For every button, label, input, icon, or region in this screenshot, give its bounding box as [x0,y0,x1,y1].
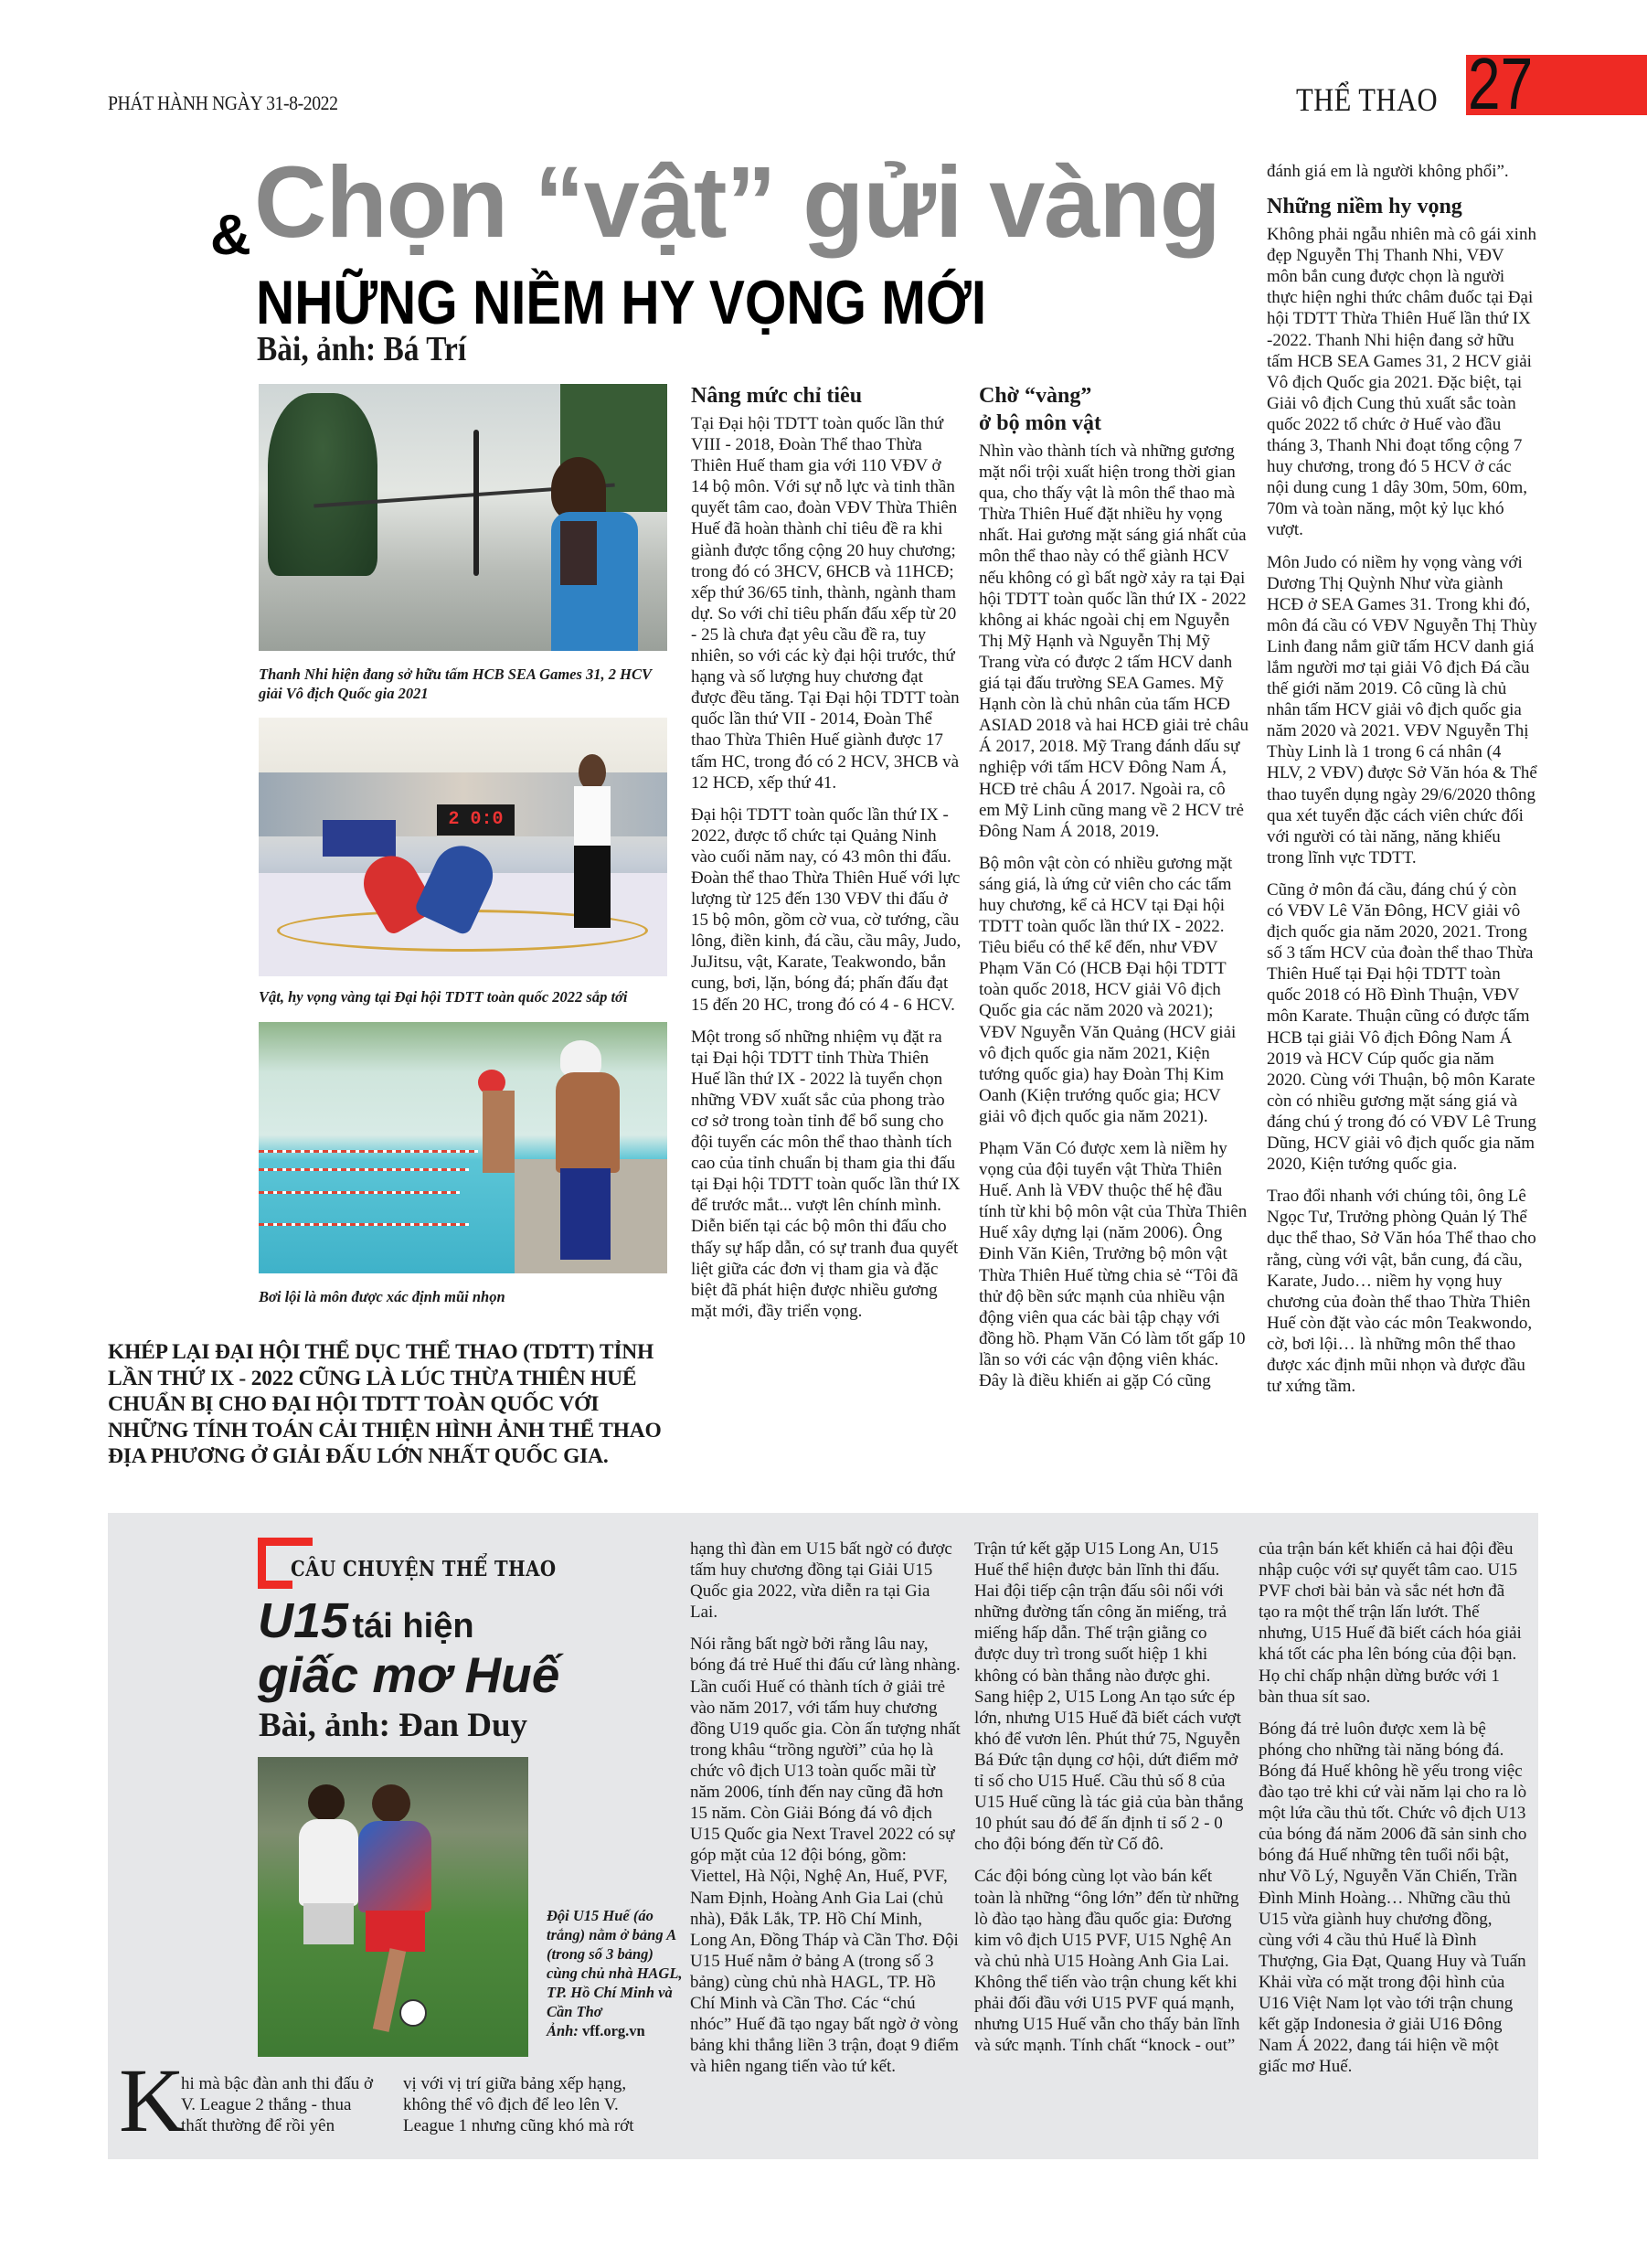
page-number: 27 [1468,43,1534,124]
paragraph: Một trong số những nhiệm vụ đặt ra tại Đại hội TDTT tỉnh Thừa Thiên Huế lần thứ IX - 2022 là tuyển chọn những VĐV xuất sắc của phong trào cơ sở trong toàn tỉnh để bổ sung cho đội tuyển các môn thể thao thành tích cao của tỉnh chuẩn bị tham gia thi đấu tại Đại hội TDTT toàn quốc lần thứ IX để trước mắt... vượt lên chính mình. Diễn biến tại các bộ môn thi đấu cho thấy sự hấp dẫn, có sự tranh đua quyết liệt giữa các đơn vị tham gia và đặc biệt đã phát hiện được nhiều gương mặt mới, đầy triển vọng. [691,1027,961,1321]
article-column-3 [1267,161,1537,1408]
paragraph: Phạm Văn Có được xem là niềm hy vọng của đội tuyển vật Thừa Thiên Huế. Anh là VĐV thuộc thế hệ đầu tính từ khi bộ môn vật của Thừa Thiên Huế xây dựng lại (năm 2006). Ông Đinh Văn Kiên, Trưởng bộ môn vật Thừa Thiên Huế từng chia sẻ “Tôi đã thử độ bền sức mạnh của nhiều vận động viên qua các bài tập chạy với đồng hồ. Phạm Văn Có làm tốt gấp 10 lần so với các vận động viên khác. Đây là điều khiến ai gặp Có cũng [979,1139,1248,1391]
story-title-line2: giấc mơ Huế [258,1646,560,1703]
paragraph: Trao đổi nhanh với chúng tôi, ông Lê Ngọc Tư, Trưởng phòng Quản lý Thể dục thể thao, Sở Văn hóa Thể thao cho rằng, cùng với vật, bắn cung, đá cầu, Karate, Judo… niềm hy vọng huy chương của đoàn thể thao Thừa Thiên Huế còn đặt vào các môn Teakwondo, cờ, bơi lội… là những môn thể thao được xác định mũi nhọn và được đầu tư xứng tầm. [1267,1187,1536,1397]
story-byline: Bài, ảnh: Đan Duy [259,1707,528,1744]
archery-photo [259,384,667,651]
section-heading: Những niềm hy vọng [1267,195,1462,219]
section-marker-icon [258,1538,292,1589]
article-column-1 [691,382,962,1333]
paragraph: Bộ môn vật còn có nhiều gương mặt sáng giá, là ứng cử viên cho các tấm huy chương, kể cả HCV tại Đại hội TDTT toàn quốc lần thứ IX - 2022. Tiêu biểu có thể kể đến, như VĐV Phạm Văn Có (HCB Đại hội TDTT toàn quốc 2018, HCV giải Vô địch Quốc gia các năm 2020 và 2021); VĐV Nguyễn Văn Quảng (HCV giải vô địch quốc gia năm 2021, Kiện tướng quốc gia) hay Đoàn Thị Kim Oanh (Kiện trướng quốc gia; HCV giải vô địch quốc gia năm 2021). [979,853,1237,1126]
paragraph: Không phải ngẫu nhiên mà cô gái xinh đẹp Nguyễn Thị Thanh Nhi, VĐV môn bắn cung được chọn là người thực hiện nghi thức châm đuốc tại Đại hội TDTT Thừa Thiên Huế lần thứ IX -2022. Thanh Nhi hiện đang sở hữu tấm HCB SEA Games 31, 2 HCV giải Vô địch Quốc gia 2021. Đặc biệt, tại Giải vô địch Cung thủ xuất sắc toàn quốc 2022 tổ chức ở Huế vào đầu tháng 3, Thanh Nhi đoạt tổng cộng 7 huy chương, trong đó 5 HCV ở các nội dung cung 1 dây 30m, 50m, 60m, 70m và toàn năng, một kỷ lục khó vượt. [1267,225,1536,540]
heading-line: ở bộ môn vật [979,411,1101,435]
paragraph: Các đội bóng cùng lọt vào bán kết toàn là những “ông lớn” đến từ những lò đào tạo hàng đầu quốc gia: Đương kim vô địch U15 PVF, U15 Nghệ An và chủ nhà U15 Hoàng Anh Gia Lai. Không thể tiến vào trận chung kết khi phải đối đầu với U15 PVF quá mạnh, nhưng U15 Huế vẫn cho thấy bản lĩnh và sức mạnh. Tính chất “knock - out” [974,1867,1240,2056]
paragraph: Cũng ở môn đá cầu, đáng chú ý còn có VĐV Lê Văn Đông, HCV giải vô địch quốc gia năm 2020, 2021. Trong số 3 tấm HCV của đoàn thể thao Thừa Thiên Huế tại Đại hội TDTT toàn quốc 2018 có Hồ Đình Thuận, VĐV môn Karate. Thuận cũng có được tấm HCB tại giải Vô địch Đông Nam Á 2019 và HCV Cúp quốc gia năm 2020. Cùng với Thuận, bộ môn Karate còn có nhiều gương mặt sáng giá và đáng chú ý trong đó có VĐV Lê Trung Dũng, HCV giải vô địch quốc gia năm 2020, Kiện tướng quốc gia. [1267,879,1536,1175]
paragraph: Tại Đại hội TDTT toàn quốc lần thứ VIII - 2018, Đoàn Thể thao Thừa Thiên Huế tham gia với 110 VĐV ở 14 bộ môn. Với sự nỗ lực và tinh thần quyết tâm cao, đoàn VĐV Thừa Thiên Huế đã hoàn thành chỉ tiêu đề ra khi giành được tổng cộng 20 huy chương; trong đó có 3HCV, 6HCB và 11HCĐ; xếp thứ 36/65 tỉnh, thành, ngành tham dự. So với chỉ tiêu phấn đấu xếp từ 20 - 25 là chưa đạt yêu cầu đề ra, tuy nhiên, so với các kỳ đại hội trước, thứ hạng và số lượng huy chương đạt được đều tăng. Tại Đại hội TDTT toàn quốc lần thứ VII - 2014, Đoàn Thể thao Thừa Thiên Huế giành được 17 tấm HC, trong đó có 2 HCV, 3HCB và 12 HCĐ, xếp thứ 41. [691,414,960,793]
paragraph: Trận tứ kết gặp U15 Long An, U15 Huế thể hiện được bản lĩnh thi đấu. Hai đội tiếp cận trận đấu sôi nổi với những đường tấn công ăn miếng, trả miếng hấp dẫn. Thế trận giằng co được duy trì trong suốt hiệp 1 khi không có bàn thắng nào được ghi. Sang hiệp 2, U15 Long An tạo sức ép lớn, nhưng U15 Huế đã biết cách vượt khó để vươn lên. Phút thứ 75, Nguyễn Bá Đức tận dụng cơ hội, dứt điểm mở tỉ số cho U15 Huế. Cầu thủ số 8 của U15 Huế cũng là tác giả của bàn thắng 10 phút sau đó để ấn định tỉ số 2 - 0 cho đội bóng đến từ Cố đô. [974,1539,1244,1855]
swimming-photo [259,1022,667,1273]
article-byline: Bài, ảnh: Bá Trí [257,330,467,368]
paragraph: Nói rằng bất ngờ bởi rằng lâu nay, bóng đá trẻ Huế thi đấu cứ làng nhàng. Lần cuối Huế có thành tích ở giải trẻ vào năm 2017, với tấm huy chương đồng U19 quốc gia. Còn ấn tượng nhất trong khâu “trồng người” của họ là chức vô địch U13 toàn quốc mãi từ năm 2006, tính đến nay cũng đã hơn 15 năm. Còn Giải Bóng đá vô địch U15 Quốc gia Next Travel 2022 có sự góp mặt của 12 đội bóng, gồm: Viettel, Hà Nội, Nghệ An, Huế, PVF, Nam Định, Hoàng Anh Gia Lai (chủ nhà), Đắk Lắk, TP. Hồ Chí Minh, Long An, Đồng Tháp và Cần Thơ. Đội U15 Huế nằm ở bảng A (trong số 3 bảng) cùng chủ nhà HAGL, TP. Hồ Chí Minh và Cần Thơ. Các “chú nhóc” Huế đã tạo ngay bất ngờ ở vòng bảng khi thắng liền 3 trận, đoạt 9 điểm và hiên ngang tiến vào tứ kết. [690,1634,961,2077]
issue-date: PHÁT HÀNH NGÀY 31-8-2022 [108,91,338,114]
photo-credit-label: Ảnh: [547,2022,579,2039]
paragraph: Bóng đá trẻ luôn được xem là bệ phóng cho những tài năng bóng đá. Bóng đá Huế không hề yếu trong việc đào tạo trẻ khi cứ vài năm lại cho ra lò một lứa cầu thủ tốt. Chức vô địch U13 của bóng đá năm 2006 đã sản sinh cho bóng đá Huế những tên tuổi nổi bật, như Võ Lý, Nguyễn Văn Chiến, Trần Đình Minh Hoàng… Những cầu thủ U15 vừa giành huy chương đồng, cùng với 4 cầu thủ Huế là Đình Thượng, Gia Đạt, Quang Huy và Tuấn Khải vừa có mặt trong đội hình của U16 Việt Nam lọt vào tới trận chung kết gặp Indonesia ở giải U16 Đông Nam Á 2022, đang tái hiện về một giấc mơ Huế. [1259,1719,1527,2077]
article-column-2 [979,382,1249,1402]
archery-caption: Thanh Nhi hiện đang sở hữu tấm HCB SEA Games 31, 2 HCV giải Vô địch Quốc gia 2021 [259,665,652,702]
drop-cap: K [119,2050,186,2151]
paragraph: Đại hội TDTT toàn quốc lần thứ IX - 2022, được tổ chức tại Quảng Ninh vào cuối năm nay, có 43 môn thi đấu. Đoàn thể thao Thừa Thiên Huế với lực lượng từ 125 đến 130 VĐV thi đấu ở 15 bộ môn, gồm cờ vua, cờ tướng, cầu lông, điền kinh, đá cầu, cầu mây, Judo, JuJitsu, vật, Karate, Teakwondo, bắn cung, bơi, lặn, bóng đá; phấn đấu đạt 15 đến 20 HC, trong đó có 4 - 6 HCV. [691,804,962,1015]
story-title-line1 [258,1592,474,1649]
title-rest: tái hiện [352,1607,474,1645]
wrestling-photo: 2 0:0 [259,718,667,976]
article-subtitle: NHỮNG NIỀM HY VỌNG MỚI [256,268,987,337]
article-title: Chọn “vật” gửi vàng [254,146,1220,259]
football-photo [258,1757,528,2057]
heading-line: Chờ “vàng” [979,384,1092,408]
wrestling-caption: Vật, hy vọng vàng tại Đại hội TDTT toàn quốc 2022 sắp tới [259,988,628,1006]
swimming-caption: Bơi lội là môn được xác định mũi nhọn [259,1288,505,1305]
paragraph: đánh giá em là người không phổi”. [1267,162,1509,181]
story-intro: hi mà bậc đàn anh thi đấu ở V. League 2 thắng - thua thất thường để rồi yên [181,2074,374,2135]
title-u15: U15 [258,1593,349,1648]
paragraph: Môn Judo có niềm hy vọng vàng với Dương Thị Quỳnh Như vừa giành HCĐ ở SEA Games 31. Trong khi đó, môn đá cầu có VĐV Nguyễn Thị Thùy Linh đang nắm giữ tấm HCV danh giá lắm người mơ tại giải Vô địch Đá cầu thế giới năm 2019. Cô cũng là chủ nhân tấm HCV giải vô địch quốc gia năm 2020 và 2021. VĐV Nguyễn Thị Thùy Linh là 1 trong 6 cá nhân (4 HLV, 2 VĐV) được Sở Văn hóa & Thể thao tuyển dụng ngày 29/6/2020 thông qua xét tuyển đặc cách viên chức đối với người có tài năng, năng khiếu trong lĩnh vực TDTT. [1267,552,1537,868]
football-caption [547,1906,685,2040]
title-ampersand: & [210,204,251,267]
caption-text: Đội U15 Huế (áo trắng) nằm ở bảng A (trong số 3 bảng) cùng chủ nhà HAGL, TP. Hồ Chí Minh và Cần Thơ [547,1907,683,2020]
paragraph: hạng thì đàn em U15 bất ngờ có được tấm huy chương đồng tại Giải U15 Quốc gia 2022, vừa diễn ra tại Gia Lai. [690,1539,952,1623]
story-column-a [690,1539,961,2088]
photo-credit: vff.org.vn [581,2022,645,2039]
story-intro-continued: vị với vị trí giữa bảng xếp hạng, không thể vô địch để leo lên V. League 1 nhưng cũng khó mà rớt [403,2074,634,2135]
paragraph: Nhìn vào thành tích và những gương mặt nổi trội xuất hiện trong thời gian qua, cho thấy vật là môn thể thao mà Thừa Thiên Huế đặt nhiều hy vọng nhất. Hai gương mặt sáng giá nhất của môn thể thao này có thể giành HCV nếu không có gì bất ngờ xảy ra tại Đại hội TDTT toàn quốc lần thứ IX - 2022 không ai khác ngoài chị em Nguyễn Thị Mỹ Hạnh và Nguyễn Thị Mỹ Trang vừa có được 2 tấm HCV danh giá tại đấu trường SEA Games. Mỹ Hạnh còn là chủ nhân của tấm HCĐ ASIAD 2018 và hai HCĐ giải trẻ châu Á 2017, 2018. Mỹ Trang đánh dấu sự nghiệp với tấm HCV Đông Nam Á, HCĐ trẻ châu Á 2017. Ngoài ra, cô em Mỹ Linh cũng mang về 2 HCV trẻ Đông Nam Á 2018, 2019. [979,442,1249,841]
article-lede: KHÉP LẠI ĐẠI HỘI THỂ DỤC THỂ THAO (TDTT) TỈNH LẦN THỨ IX - 2022 CŨNG LÀ LÚC THỪA THIÊN HUẾ CHUẨN BỊ CHO ĐẠI HỘI TDTT TOÀN QUỐC VỚI NHỮNG TÍNH TOÁN CẢI THIỆN HÌNH ẢNH THỂ THAO ĐỊA PHƯƠNG Ở GIẢI ĐẤU LỚN NHẤT QUỐC GIA. [108,1340,662,1469]
story-column-b [974,1539,1245,2067]
paragraph: của trận bán kết khiến cả hai đội đều nhập cuộc với sự quyết tâm cao. U15 PVF chơi bài bản và sắc nét hơn đã tạo ra một thế trận lấn lướt. Thế nhưng, U15 Huế đã biết cách hóa giải khá tốt các pha lên bóng của đội bạn. Họ chỉ chấp nhận dừng bước với 1 bàn thua sít sao. [1259,1539,1522,1707]
story-section-label: CÂU CHUYỆN THỂ THAO [291,1557,557,1581]
section-heading [979,382,1249,437]
story-column-c [1259,1539,1529,2088]
section-heading: Nâng mức chỉ tiêu [691,384,863,408]
section-name: THỂ THAO [1296,81,1438,118]
